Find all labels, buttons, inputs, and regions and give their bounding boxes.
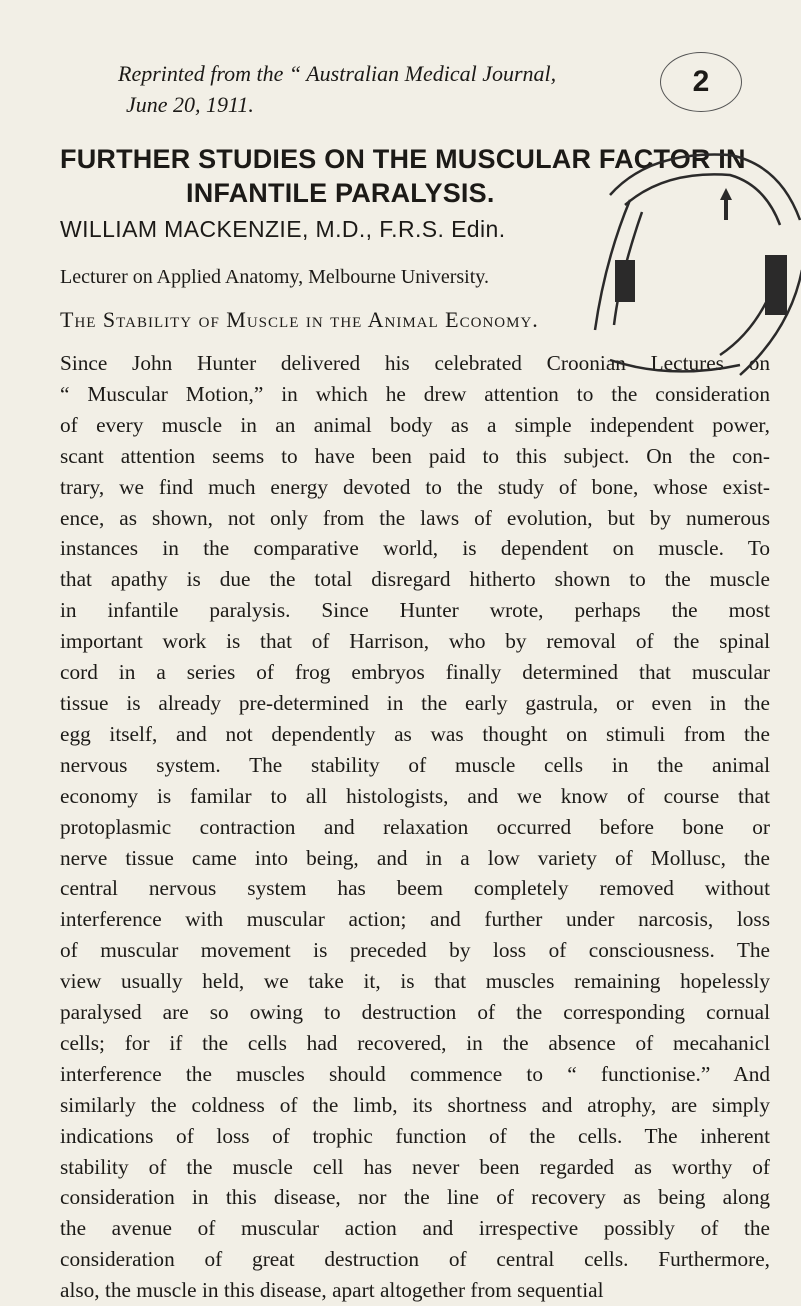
body-line: in infantile paralysis. Since Hunter wrote, perhaps the most bbox=[60, 598, 770, 623]
body-line: egg itself, and not dependently as was thought on stimuli from the bbox=[60, 721, 770, 746]
reprint-header bbox=[118, 58, 556, 120]
body-line: nervous system. The stability of muscle cells in the animal bbox=[60, 752, 770, 777]
body-line: tissue is already pre-determined in the early gastrula, or even in the bbox=[60, 690, 770, 715]
body-line: protoplasmic contraction and relaxation occurred before bone or bbox=[60, 814, 770, 839]
body-line: cord in a series of frog embryos finally determined that muscular bbox=[60, 660, 770, 685]
body-line: instances in the comparative world, is dependent on muscle. To bbox=[60, 536, 770, 561]
body-line: also, the muscle in this disease, apart altogether from sequential bbox=[60, 1278, 604, 1303]
body-line: ence, as shown, not only from the laws of evolution, but by numerous bbox=[60, 505, 770, 530]
reprint-header-line1: Reprinted from the “ Australian Medical Journal, bbox=[118, 61, 557, 86]
body-line: consideration of great destruction of central cells. Furthermore, bbox=[60, 1247, 770, 1272]
body-line: Since John Hunter delivered his celebrated Croonian Lectures on bbox=[60, 351, 770, 375]
section-heading: The Stability of Muscle in the Animal Economy. bbox=[60, 307, 539, 332]
body-line: interference the muscles should commence to “ functionise.” And bbox=[60, 1061, 770, 1086]
body-line: the avenue of muscular action and irrespective possibly of the bbox=[60, 1216, 770, 1241]
article-title-line2: INFANTILE PARALYSIS. bbox=[186, 178, 495, 208]
body-line: paralysed are so owing to destruction of the corresponding cornual bbox=[60, 1000, 770, 1025]
body-line: interference with muscular action; and further under narcosis, loss bbox=[60, 907, 770, 932]
body-line: cells; for if the cells had recovered, in the absence of mecahanicl bbox=[60, 1030, 770, 1055]
article-title bbox=[60, 142, 746, 210]
body-line: indications of loss of trophic function of the cells. The inherent bbox=[60, 1123, 770, 1148]
author-line: WILLIAM MACKENZIE, M.D., F.R.S. Edin. bbox=[60, 216, 506, 242]
body-line: consideration in this disease, nor the line of recovery as being along bbox=[60, 1185, 770, 1210]
body-line: trary, we find much energy devoted to the study of bone, whose exist- bbox=[60, 474, 770, 499]
article-body bbox=[60, 348, 770, 1306]
body-line: view usually held, we take it, is that muscles remaining hopelessly bbox=[60, 969, 770, 994]
affiliation-line: Lecturer on Applied Anatomy, Melbourne University. bbox=[60, 266, 489, 288]
body-line: scant attention seems to have been paid to this subject. On the con- bbox=[60, 443, 770, 468]
article-title-line1: FURTHER STUDIES ON THE MUSCULAR FACTOR IN bbox=[60, 144, 746, 174]
body-line: similarly the coldness of the limb, its shortness and atrophy, are simply bbox=[60, 1092, 770, 1117]
body-line: that apathy is due the total disregard hitherto shown to the muscle bbox=[60, 567, 770, 592]
page-number-circle: 2 bbox=[660, 52, 742, 112]
body-line: important work is that of Harrison, who by removal of the spinal bbox=[60, 629, 770, 654]
body-line: of every muscle in an animal body as a simple independent power, bbox=[60, 412, 770, 437]
body-line: stability of the muscle cell has never been regarded as worthy of bbox=[60, 1154, 770, 1179]
reprint-header-line2: June 20, 1911. bbox=[126, 92, 254, 117]
body-line: “ Muscular Motion,” in which he drew attention to the consideration bbox=[60, 381, 770, 406]
body-line: central nervous system has beem completely removed without bbox=[60, 876, 770, 901]
body-line: of muscular movement is preceded by loss of consciousness. The bbox=[60, 938, 770, 963]
body-line: economy is familar to all histologists, and we know of course that bbox=[60, 783, 770, 808]
body-line: nerve tissue came into being, and in a low variety of Mollusc, the bbox=[60, 845, 770, 870]
